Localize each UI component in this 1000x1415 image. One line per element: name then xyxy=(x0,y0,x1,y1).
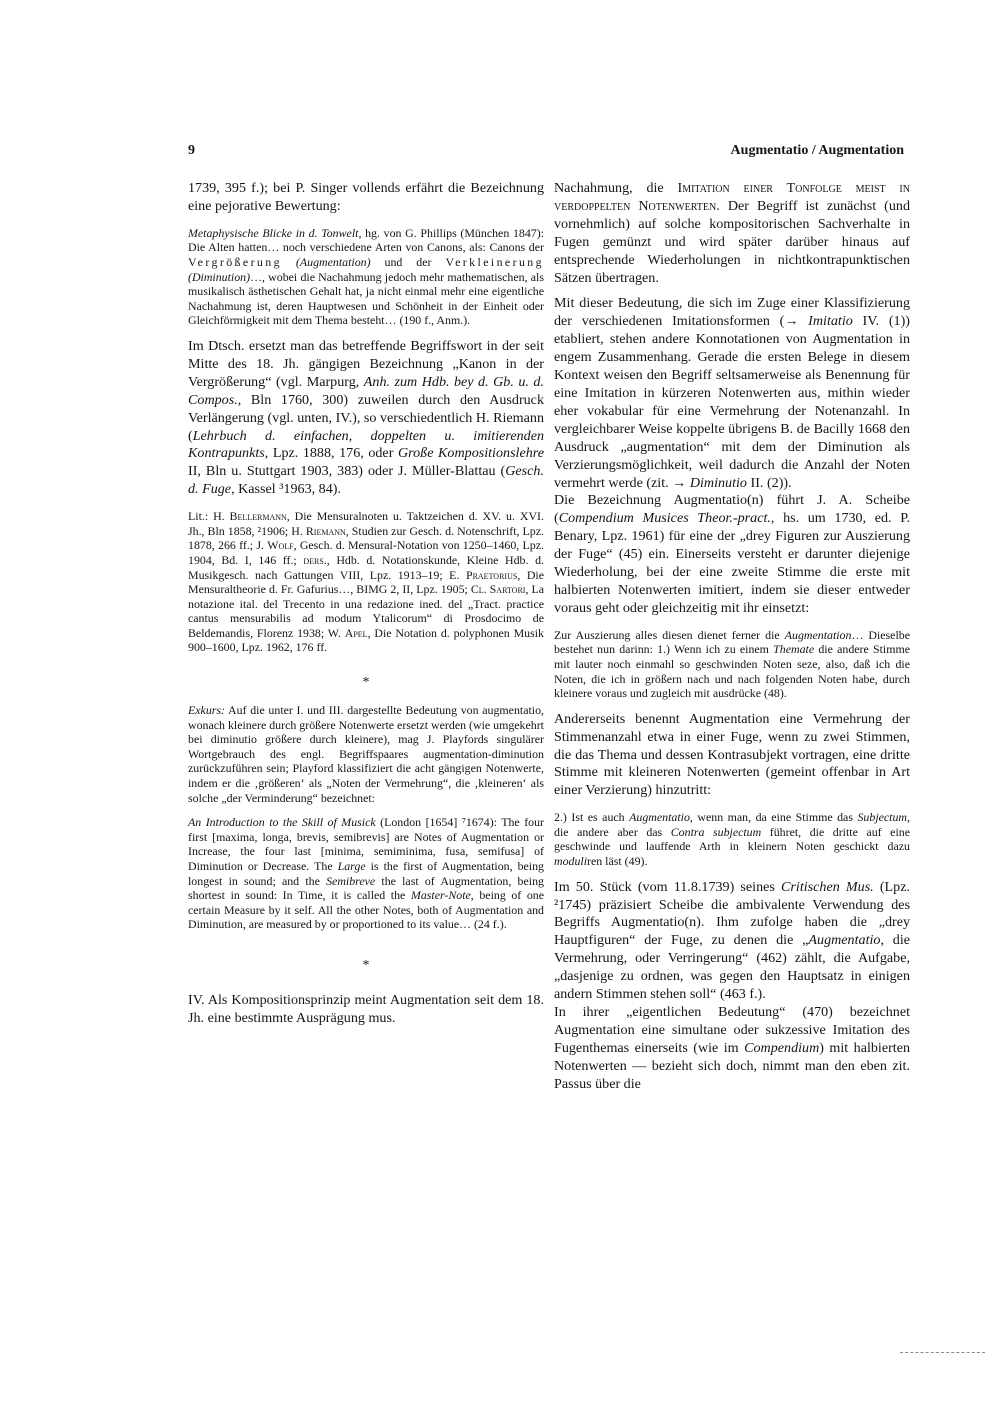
spaced-term: Verkleinerung xyxy=(445,255,544,269)
paragraph: 1739, 395 f.); bei P. Singer vollends erfährt die Bezeichnung eine pejorative Bewertung: xyxy=(188,180,544,214)
page-number: 9 xyxy=(188,143,195,158)
paragraph: Nachahmung, die Imitation einer Tonfolge meist in verdoppelten Notenwerten. Der Begriff ist zunächst (und vornehmlich) auf solche kompositorischen Sachverhalte in Fugen gemünzt und wird später darüber hinaus auf entsprechende Wiederholungen in nichtkontrapunktischen Sätzen übertragen. xyxy=(554,180,910,286)
excursus-label: Exkurs: xyxy=(188,703,225,718)
paragraph: Mit dieser Bedeutung, die sich im Zuge einer Klassifizierung der verschiedenen Imitationsformen (→ Imitatio IV. (1)) etabliert, stehen andere Konnotationen von Augmentation in engem Zusammenhang. Gerade die ersten Belege in diesem Kontext weisen den Begriff seltsamerweise als Benennung für eine Imitation in kürzeren Notenwerten aus, mithin wieder eher vokabular für eine Vermehrung der Notenanzahl. In vergleichbarer Weise koppelte übrigens B. de Bacilly 1668 den Ausdruck „augmentation“ mit dem der Diminution als Verzierungsmöglichkeit, weil dadurch die Anzahl der Noten vermehrt werde (zit. → Diminutio II. (2)). xyxy=(554,295,910,491)
paragraph: IV. Als Kompositionsprinzip meint Augmentation seit dem 18. Jh. eine bestimmte Ausprägung mus. xyxy=(188,991,544,1026)
cross-reference: Diminutio xyxy=(689,474,747,491)
section-divider: * xyxy=(362,957,370,973)
quote-title: An Introduction to the Skill of Musick xyxy=(188,815,376,830)
quote-title: Metaphysische Blicke in d. Tonwelt, xyxy=(188,225,362,240)
block-quote: An Introduction to the Skill of Musick (London [1654] ⁷1674): The four first [maxima, longa, brevis, semibrevis] are Notes of Augmentation or Increase, the four last [minima, semiminima, fusa, semifusa] of Diminution or Decrease. The Large is the first of Augmentation, being longest in sound; and the Semibreve the last of Augmentation, being shortest in sound: In Time, it is called the Master-Note, being of one certain Measure by it self. All the other Notes, both of Augmentation and Diminution, are measured by or proportioned to its value… (24 f.). xyxy=(188,815,545,932)
running-head: Augmentatio / Augmentation xyxy=(730,143,904,158)
block-quote: Zur Auszierung alles diesen dienet ferner die Augmentation… Dieselbe bestehet nun darinn: 1.) Wenn ich zu einem Themate die andere Stimme mit lauter noch einmahl so geschwinden Noten seze, also, daß ich die Noten, die ich in größern nach und nach folgenden Noten habe, durch kleinere voraus und zugleich mit ausdrücke (48). xyxy=(554,627,911,701)
footer-rule xyxy=(900,1352,985,1353)
block-quote: 2.) Ist es auch Augmentatio, wenn man, da eine Stimme das Subjectum, die andere aber das Contra subjectum führet, die dritte auf eine geschwinde und lauffende Arth in kleinern Noten geschickt dazu moduliren läst (49). xyxy=(554,810,910,869)
paragraph: Im 50. Stück (vom 11.8.1739) seines Critischen Mus. (Lpz. ²1745) präzisiert Scheibe die ambivalente Verwendung des Begriffs Augmentatio(n). Ihm zufolge haben die „drey Hauptfiguren“ der Fuge, zu denen die „Augmentatio, die Vermehrung, oder Verringerung“ (462) zählt, die Aufgabe, „dasjenige zu ordnen, was gegen den Hauptsatz in einigen andern Stimmen stehen soll“ (463 f.). xyxy=(554,878,911,1003)
paragraph: In ihrer „eigentlichen Bedeutung“ (470) bezeichnet Augmentation eine simultane oder sukzessive Imitation des Fugenthemas einerseits (wie im Compendium) mit halbierten Notenwerten — bezieht sich doch, nimmt man den eben zit. Passus über die xyxy=(554,1003,910,1092)
paragraph: Die Bezeichnung Augmentatio(n) führt J. A. Scheibe (Compendium Musices Theor.-pract., hs. um 1730, ed. P. Benary, Lpz. 1961) für eine der „drey Figuren zur Auszierung der Fuge“ (45) ein. Einerseits versteht er darunter diejenige Wiederholung, bei der eine zweite Stimme die erste mit halbierten Notenwerten imitiert, indem sie dieser entweder voraus geht oder gleichzeitig mit ihr einsetzt: xyxy=(554,492,910,616)
spaced-term: Vergrößerung xyxy=(188,255,282,269)
definition: Imitation einer Tonfolge meist in verdoppelten Notenwerten xyxy=(554,180,910,214)
block-quote: Metaphysische Blicke in d. Tonwelt, hg. von G. Phillips (München 1847): Die Alten hatten… noch verschiedene Arten von Canons, als: Canons der Vergrößerung (Augmentation) und der Verkleinerung (Diminution)…, wobei die Nachahmung jedoch mehr mathematischen, als musikalisch ästhetischen Gehalt hat, ja nicht einmal mehr eine eigentliche Nachahmung ist, deren Hauptwesen und Schönheit in der Einheit oder Gleichförmigkeit mit dem Thema besteht… (190 f., Anm.). xyxy=(188,225,544,328)
paragraph: Im Dtsch. ersetzt man das betreffende Begriffswort in der seit Mitte des 18. Jh. gängigen Bezeichnung „Kanon in der Vergrößerung“ (vgl. Marpurg, Anh. zum Hdb. bey d. Gb. u. d. Compos., Bln 1760, 300) zuweilen durch den Ausdruck Verlängerung (vgl. unten, IV.), so verschiedentlich H. Riemann (Lehrbuch d. einfachen, doppelten u. imitierenden Kontrapunkts, Lpz. 1888, 176, oder Große Kompositionslehre II, Bln u. Stuttgart 1903, 383) oder J. Müller-Blattau (Gesch. d. Fuge, Kassel ³1963, 84). xyxy=(188,337,544,498)
lit-label: Lit.: xyxy=(188,509,209,524)
right-column xyxy=(554,180,910,1094)
section-divider: * xyxy=(362,675,370,691)
cross-reference: Imitatio xyxy=(808,313,853,330)
paragraph: Andererseits benennt Augmentation eine Vermehrung der Stimmenanzahl etwa in einer Fuge, wenn zu zwei Stimmen, die das Thema und dessen Kontrasubjekt vortragen, eine dritte Stimme mit kleineren Notenwerten (gemeint offenbar in Art einer Verzierung) hinzutritt: xyxy=(554,710,910,799)
left-column xyxy=(188,180,544,1028)
literature-list: Lit.: H. Bellermann, Die Mensuralnoten u. Taktzeichen d. XV. u. XVI. Jh., Bln 1858, ²1906; H. Riemann, Studien zur Gesch. d. Notenschrift, Lpz. 1878, 266 ff.; J. Wolf, Gesch. d. Mensural-Notation von 1250–1460, Lpz. 1904, Bd. I, 146 ff.; ders., Hdb. d. Notationskunde, Kleine Hdb. d. Musikgesch. nach Gattungen VIII, Lpz. 1913–19; E. Praetorius, Die Mensuraltheorie d. Fr. Gafurius…, BIMG 2, II, Lpz. 1905; Cl. Sartori, La notazione ital. del Trecento in una redazione ined. del „Tract. practice cantus mensurabilis ad modum Ytalicorum“ di Prosdocimo de Beldemandis, Florenz 1938; W. Apel, Die Notation d. polyphonen Musik 900–1600, Lpz. 1962, 176 ff. xyxy=(188,509,544,655)
excursus: Exkurs: Auf die unter I. und III. dargestellte Bedeutung von augmentatio, wonach kleinere durch größere Notenwerte ersetzt werden (wie umgekehrt bei diminutio größere durch kleinere), mag J. Playfords singulärer Wortgebrauch des engl. Begriffspaares augmentation-diminution zurückzuführen sein; Playford klassifiziert die acht gängigen Notenwerte, indem er die ‚größeren‘ als „Noten der Vermehrung“, die ‚kleineren‘ als solche „der Verminderung“ bezeichnet: xyxy=(188,703,544,805)
